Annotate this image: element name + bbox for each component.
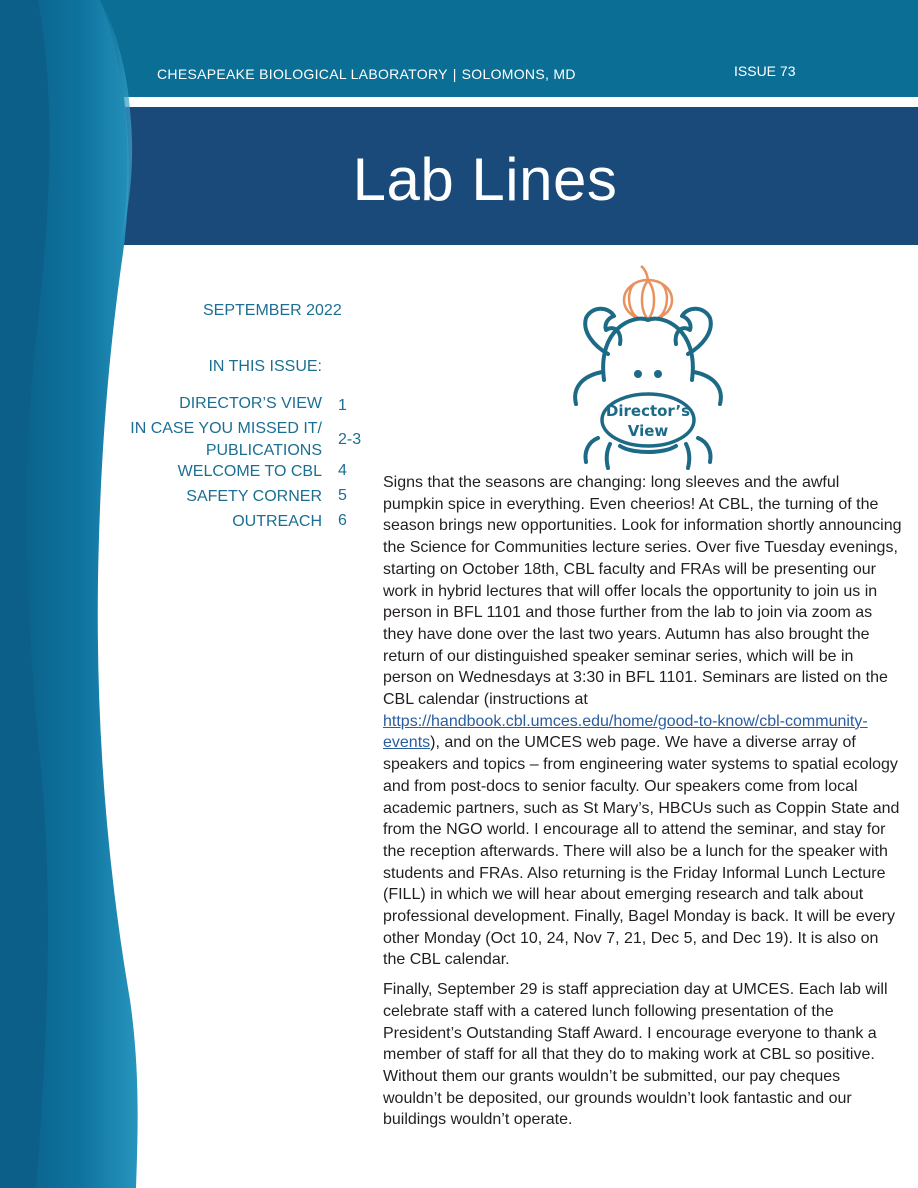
article-paragraph: [383, 472, 903, 971]
newsletter-title: Lab Lines: [352, 146, 618, 213]
toc-item-welcome[interactable]: WELCOME TO CBL: [177, 463, 322, 480]
issue-number: ISSUE 73: [734, 63, 796, 79]
directors-view-crab-logo: [562, 262, 736, 476]
article-text: Signs that the seasons are changing: long sleeves and the awful pumpkin spice in everything. Even cheerios! At CBL, the turning of the season brings new opportunities. Look for information shortly announcing the Science for Communities lecture series. Over five Tuesday evenings, starting on October 18th, CBL faculty and FRAs will be presenting our work in hybrid lectures that will offer locals the opportunity to join us in person in BFL 1101 and those further from the lab to join via zoom as they have done over the last two years. Autumn has also brought the return of our distinguished speaker seminar series, which will be in person on Wednesdays at 3:30 in BFL 1101. Seminars are listed on the CBL calendar (instructions at: [383, 474, 902, 709]
article-text: ), and on the UMCES web page. We have a diverse array of speakers and topics – from engineering water systems to spatial ecology and from post-docs to senior faculty. Our speakers come from local academic partners, such as St Mary’s, HBCUs such as Coppin State and from the NGO world. I encourage all to attend the seminar, and stay for the reception afterwards. There will also be a lunch for the speaker with students and FRAs. Also returning is the Friday Informal Lunch Lecture (FILL) in which we will hear about emerging research and talk about professional development. Finally, Bagel Monday is back. It will be every other Monday (Oct 10, 24, Nov 7, 21, Dec 5, and Dec 19). It is also on the CBL calendar.: [383, 734, 900, 969]
toc-item-safety-corner[interactable]: SAFETY CORNER: [186, 488, 322, 505]
article-paragraph: Finally, September 29 is staff appreciation day at UMCES. Each lab will celebrate staff with a catered lunch following presentation of the President’s Outstanding Staff Award. I encourage everyone to thank a member of staff for all that they do to making work at CBL so positive. Without them our grants wouldn’t be submitted, our pay cheques wouldn’t be deposited, our grounds wouldn’t look fantastic and our buildings wouldn’t operate.: [383, 981, 888, 1129]
issue-date: SEPTEMBER 2022: [203, 302, 342, 319]
crab-eye-right: [654, 370, 662, 378]
toc-page-outreach: 6: [338, 512, 347, 529]
toc-page-publications: 2-3: [338, 431, 362, 448]
toc-page-welcome: 4: [338, 462, 347, 479]
directors-view-article: [383, 472, 903, 1139]
organization-location: SOLOMONS, MD: [461, 66, 576, 82]
crab-eye-left: [634, 370, 642, 378]
toc-page-safety-corner: 5: [338, 487, 347, 504]
community-events-link[interactable]: https://handbook.cbl.umces.edu/home/good-to-know/cbl-community-events: [383, 712, 868, 752]
toc-page-directors-view: 1: [338, 397, 347, 414]
decorative-wave: [0, 0, 200, 1188]
logo-text-line2: View: [627, 422, 669, 440]
organization-line: [157, 66, 576, 82]
toc-item-directors-view[interactable]: DIRECTOR’S VIEW: [179, 395, 322, 412]
in-this-issue-heading: IN THIS ISSUE:: [208, 358, 322, 375]
toc-item-outreach[interactable]: OUTREACH: [232, 513, 322, 530]
header-separator: |: [452, 66, 457, 82]
toc-item-in-case-you-missed-it[interactable]: IN CASE YOU MISSED IT/: [130, 420, 322, 437]
logo-text-line1: Director’s: [605, 402, 691, 420]
pumpkin-icon: [624, 266, 672, 320]
toc-item-publications[interactable]: PUBLICATIONS: [205, 442, 322, 459]
organization-name: CHESAPEAKE BIOLOGICAL LABORATORY: [157, 66, 448, 82]
